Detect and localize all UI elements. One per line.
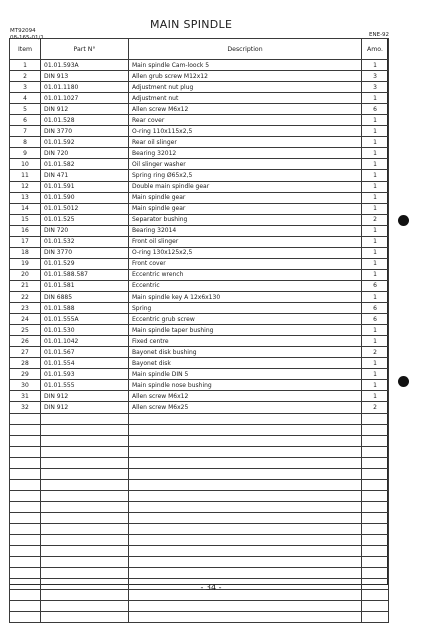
column-header-amount: Amo. bbox=[362, 39, 389, 60]
amount-cell: 3 bbox=[362, 71, 389, 82]
description-cell: Main spindle gear bbox=[129, 192, 362, 203]
description-cell: Spring ring Ø65x2,5 bbox=[129, 170, 362, 181]
empty-cell bbox=[10, 601, 41, 612]
empty-cell bbox=[362, 413, 389, 424]
description-cell: Oil slinger washer bbox=[129, 159, 362, 170]
empty-cell bbox=[10, 512, 41, 523]
amount-cell: 1 bbox=[362, 291, 389, 302]
empty-cell bbox=[129, 457, 362, 468]
amount-cell: 1 bbox=[362, 159, 389, 170]
description-cell: Allen screw M6x12 bbox=[129, 104, 362, 115]
item-cell: 27 bbox=[10, 347, 41, 358]
empty-cell bbox=[41, 479, 129, 490]
item-cell: 5 bbox=[10, 104, 41, 115]
item-cell: 8 bbox=[10, 137, 41, 148]
part-number-cell: DIN 720 bbox=[41, 148, 129, 159]
empty-table-row bbox=[10, 501, 389, 512]
item-cell: 11 bbox=[10, 170, 41, 181]
table-header-row bbox=[10, 39, 389, 60]
part-number-cell: DIN 471 bbox=[41, 170, 129, 181]
table-row bbox=[10, 336, 389, 347]
item-cell: 31 bbox=[10, 391, 41, 402]
table-row bbox=[10, 369, 389, 380]
empty-cell bbox=[362, 501, 389, 512]
item-cell: 9 bbox=[10, 148, 41, 159]
empty-cell bbox=[362, 424, 389, 435]
amount-cell: 1 bbox=[362, 115, 389, 126]
table-row bbox=[10, 314, 389, 325]
table-row bbox=[10, 181, 389, 192]
item-cell: 22 bbox=[10, 291, 41, 302]
item-cell: 16 bbox=[10, 225, 41, 236]
empty-cell bbox=[362, 612, 389, 623]
empty-cell bbox=[362, 523, 389, 534]
empty-table-row bbox=[10, 535, 389, 546]
amount-cell: 1 bbox=[362, 148, 389, 159]
amount-cell: 1 bbox=[362, 247, 389, 258]
part-number-cell: 01.01.532 bbox=[41, 236, 129, 247]
amount-cell: 6 bbox=[362, 314, 389, 325]
description-cell: Bayonet disk bbox=[129, 358, 362, 369]
empty-cell bbox=[41, 457, 129, 468]
empty-cell bbox=[10, 457, 41, 468]
table-row bbox=[10, 280, 389, 291]
empty-table-row bbox=[10, 468, 389, 479]
part-number-cell: 01.01.530 bbox=[41, 325, 129, 336]
part-number-cell: 01.01.525 bbox=[41, 214, 129, 225]
item-cell: 7 bbox=[10, 126, 41, 137]
amount-cell: 6 bbox=[362, 104, 389, 115]
part-number-cell: 01.01.590 bbox=[41, 192, 129, 203]
description-cell: Fixed centre bbox=[129, 336, 362, 347]
table-row bbox=[10, 148, 389, 159]
amount-cell: 1 bbox=[362, 126, 389, 137]
amount-cell: 2 bbox=[362, 214, 389, 225]
description-cell: Main spindle Cam-loock 5 bbox=[129, 60, 362, 71]
amount-cell: 1 bbox=[362, 170, 389, 181]
empty-cell bbox=[10, 468, 41, 479]
empty-cell bbox=[10, 501, 41, 512]
empty-cell bbox=[362, 546, 389, 557]
item-cell: 18 bbox=[10, 247, 41, 258]
amount-cell: 1 bbox=[362, 336, 389, 347]
description-cell: Bearing 32012 bbox=[129, 148, 362, 159]
item-cell: 32 bbox=[10, 402, 41, 413]
empty-cell bbox=[10, 523, 41, 534]
empty-cell bbox=[10, 557, 41, 568]
empty-cell bbox=[362, 535, 389, 546]
amount-cell: 1 bbox=[362, 380, 389, 391]
item-cell: 20 bbox=[10, 269, 41, 280]
table-row bbox=[10, 291, 389, 302]
empty-cell bbox=[129, 435, 362, 446]
part-number-cell: 01.01.528 bbox=[41, 115, 129, 126]
empty-cell bbox=[129, 568, 362, 579]
empty-cell bbox=[362, 601, 389, 612]
empty-cell bbox=[129, 557, 362, 568]
empty-cell bbox=[129, 523, 362, 534]
part-number-cell: 01.01.567 bbox=[41, 347, 129, 358]
empty-table-row bbox=[10, 479, 389, 490]
empty-table-row bbox=[10, 523, 389, 534]
item-cell: 15 bbox=[10, 214, 41, 225]
part-number-cell: 01.01.555 bbox=[41, 380, 129, 391]
item-cell: 19 bbox=[10, 258, 41, 269]
description-cell: Allen screw M6x25 bbox=[129, 402, 362, 413]
table-row bbox=[10, 269, 389, 280]
part-number-cell: DIN 913 bbox=[41, 71, 129, 82]
table-row bbox=[10, 60, 389, 71]
parts-table-body bbox=[10, 60, 389, 623]
punch-hole-mark bbox=[398, 376, 409, 387]
empty-table-row bbox=[10, 413, 389, 424]
part-number-cell: 01.01.591 bbox=[41, 181, 129, 192]
empty-cell bbox=[362, 512, 389, 523]
amount-cell: 1 bbox=[362, 93, 389, 104]
part-number-cell: DIN 6885 bbox=[41, 291, 129, 302]
empty-cell bbox=[41, 523, 129, 534]
item-cell: 2 bbox=[10, 71, 41, 82]
table-row bbox=[10, 402, 389, 413]
page-number: - 34 - bbox=[200, 583, 222, 592]
part-number-cell: 01.01.588.587 bbox=[41, 269, 129, 280]
empty-cell bbox=[362, 557, 389, 568]
punch-hole-mark bbox=[398, 215, 409, 226]
empty-cell bbox=[362, 435, 389, 446]
empty-cell bbox=[129, 413, 362, 424]
description-cell: Main spindle key A 12x6x130 bbox=[129, 291, 362, 302]
part-number-cell: DIN 3770 bbox=[41, 126, 129, 137]
item-cell: 23 bbox=[10, 303, 41, 314]
description-cell: Adjustment nut plug bbox=[129, 82, 362, 93]
empty-cell bbox=[10, 446, 41, 457]
amount-cell: 6 bbox=[362, 280, 389, 291]
table-row bbox=[10, 104, 389, 115]
empty-cell bbox=[41, 557, 129, 568]
empty-cell bbox=[41, 501, 129, 512]
item-cell: 4 bbox=[10, 93, 41, 104]
empty-cell bbox=[129, 424, 362, 435]
empty-cell bbox=[362, 468, 389, 479]
table-row bbox=[10, 203, 389, 214]
description-cell: Main spindle taper bushing bbox=[129, 325, 362, 336]
amount-cell: 6 bbox=[362, 303, 389, 314]
page-title: MAIN SPINDLE bbox=[150, 18, 233, 31]
table-row bbox=[10, 236, 389, 247]
empty-cell bbox=[41, 424, 129, 435]
amount-cell: 3 bbox=[362, 82, 389, 93]
amount-cell: 1 bbox=[362, 137, 389, 148]
part-number-cell: 01.01.554 bbox=[41, 358, 129, 369]
empty-cell bbox=[41, 568, 129, 579]
empty-table-row bbox=[10, 457, 389, 468]
table-row bbox=[10, 347, 389, 358]
part-number-cell: DIN 912 bbox=[41, 402, 129, 413]
empty-cell bbox=[10, 435, 41, 446]
table-row bbox=[10, 358, 389, 369]
amount-cell: 1 bbox=[362, 192, 389, 203]
amount-cell: 1 bbox=[362, 325, 389, 336]
part-number-cell: 01.01.582 bbox=[41, 159, 129, 170]
empty-cell bbox=[10, 612, 41, 623]
empty-cell bbox=[129, 546, 362, 557]
parts-table bbox=[9, 38, 389, 623]
empty-table-row bbox=[10, 490, 389, 501]
item-cell: 28 bbox=[10, 358, 41, 369]
table-row bbox=[10, 391, 389, 402]
empty-cell bbox=[10, 490, 41, 501]
description-cell: Eccentric grub screw bbox=[129, 314, 362, 325]
item-cell: 6 bbox=[10, 115, 41, 126]
description-cell: Rear cover bbox=[129, 115, 362, 126]
empty-table-row bbox=[10, 601, 389, 612]
empty-cell bbox=[41, 413, 129, 424]
description-cell: Main spindle gear bbox=[129, 203, 362, 214]
amount-cell: 1 bbox=[362, 236, 389, 247]
column-header-description: Description bbox=[129, 39, 362, 60]
empty-cell bbox=[41, 535, 129, 546]
empty-table-row bbox=[10, 446, 389, 457]
empty-cell bbox=[129, 535, 362, 546]
table-row bbox=[10, 71, 389, 82]
empty-cell bbox=[10, 568, 41, 579]
item-cell: 3 bbox=[10, 82, 41, 93]
document-code: MT92094 bbox=[10, 28, 36, 34]
description-cell: Main spindle nose bushing bbox=[129, 380, 362, 391]
part-number-cell: 01.01.581 bbox=[41, 280, 129, 291]
description-cell: Bearing 32014 bbox=[129, 225, 362, 236]
item-cell: 29 bbox=[10, 369, 41, 380]
empty-cell bbox=[10, 424, 41, 435]
item-cell: 21 bbox=[10, 280, 41, 291]
description-cell: Front cover bbox=[129, 258, 362, 269]
empty-table-row bbox=[10, 435, 389, 446]
table-row bbox=[10, 192, 389, 203]
amount-cell: 1 bbox=[362, 358, 389, 369]
table-row bbox=[10, 225, 389, 236]
amount-cell: 2 bbox=[362, 402, 389, 413]
part-number-cell: 01.01.593 bbox=[41, 369, 129, 380]
part-number-cell: DIN 3770 bbox=[41, 247, 129, 258]
description-cell: Spring bbox=[129, 303, 362, 314]
empty-cell bbox=[41, 435, 129, 446]
empty-cell bbox=[41, 546, 129, 557]
description-cell: Eccentric bbox=[129, 280, 362, 291]
item-cell: 25 bbox=[10, 325, 41, 336]
part-number-cell: DIN 912 bbox=[41, 391, 129, 402]
empty-cell bbox=[10, 479, 41, 490]
document-reference: 08-165-01/1 bbox=[10, 35, 44, 41]
table-row bbox=[10, 380, 389, 391]
table-row bbox=[10, 159, 389, 170]
amount-cell: 1 bbox=[362, 181, 389, 192]
empty-cell bbox=[41, 490, 129, 501]
empty-table-row bbox=[10, 546, 389, 557]
part-number-cell: 01.01.1027 bbox=[41, 93, 129, 104]
amount-cell: 1 bbox=[362, 60, 389, 71]
empty-cell bbox=[129, 512, 362, 523]
amount-cell: 1 bbox=[362, 391, 389, 402]
part-number-cell: 01.01.529 bbox=[41, 258, 129, 269]
part-number-cell: DIN 912 bbox=[41, 104, 129, 115]
part-number-cell: DIN 720 bbox=[41, 225, 129, 236]
document-date: ENE-92 bbox=[369, 32, 390, 38]
item-cell: 24 bbox=[10, 314, 41, 325]
empty-cell bbox=[41, 512, 129, 523]
description-cell: Bayonet disk bushing bbox=[129, 347, 362, 358]
amount-cell: 1 bbox=[362, 369, 389, 380]
description-cell: Adjustment nut bbox=[129, 93, 362, 104]
empty-table-row bbox=[10, 557, 389, 568]
empty-cell bbox=[362, 446, 389, 457]
empty-cell bbox=[10, 413, 41, 424]
part-number-cell: 01.01.588 bbox=[41, 303, 129, 314]
description-cell: Front oil slinger bbox=[129, 236, 362, 247]
empty-cell bbox=[41, 468, 129, 479]
empty-cell bbox=[129, 490, 362, 501]
table-row bbox=[10, 214, 389, 225]
table-row bbox=[10, 303, 389, 314]
description-cell: Double main spindle gear bbox=[129, 181, 362, 192]
empty-table-row bbox=[10, 568, 389, 579]
part-number-cell: 01.01.593A bbox=[41, 60, 129, 71]
table-row bbox=[10, 115, 389, 126]
table-row bbox=[10, 93, 389, 104]
empty-cell bbox=[362, 479, 389, 490]
description-cell: Allen screw M6x12 bbox=[129, 391, 362, 402]
description-cell: O-ring 130x125x2,5 bbox=[129, 247, 362, 258]
amount-cell: 1 bbox=[362, 269, 389, 280]
empty-cell bbox=[10, 546, 41, 557]
item-cell: 13 bbox=[10, 192, 41, 203]
table-row bbox=[10, 325, 389, 336]
column-header-item: Item bbox=[10, 39, 41, 60]
table-row bbox=[10, 126, 389, 137]
item-cell: 30 bbox=[10, 380, 41, 391]
empty-cell bbox=[41, 612, 129, 623]
item-cell: 1 bbox=[10, 60, 41, 71]
amount-cell: 1 bbox=[362, 258, 389, 269]
amount-cell: 1 bbox=[362, 225, 389, 236]
column-header-part-number: Part N° bbox=[41, 39, 129, 60]
description-cell: Separator bushing bbox=[129, 214, 362, 225]
empty-cell bbox=[362, 568, 389, 579]
empty-cell bbox=[129, 501, 362, 512]
item-cell: 26 bbox=[10, 336, 41, 347]
amount-cell: 1 bbox=[362, 203, 389, 214]
empty-table-row bbox=[10, 424, 389, 435]
part-number-cell: 01.01.5012 bbox=[41, 203, 129, 214]
item-cell: 14 bbox=[10, 203, 41, 214]
part-number-cell: 01.01.555A bbox=[41, 314, 129, 325]
item-cell: 10 bbox=[10, 159, 41, 170]
part-number-cell: 01.01.1180 bbox=[41, 82, 129, 93]
description-cell: Allen grub screw M12x12 bbox=[129, 71, 362, 82]
description-cell: Rear oil slinger bbox=[129, 137, 362, 148]
item-cell: 17 bbox=[10, 236, 41, 247]
empty-cell bbox=[10, 535, 41, 546]
table-row bbox=[10, 247, 389, 258]
empty-cell bbox=[41, 446, 129, 457]
table-row bbox=[10, 258, 389, 269]
part-number-cell: 01.01.592 bbox=[41, 137, 129, 148]
amount-cell: 2 bbox=[362, 347, 389, 358]
empty-table-row bbox=[10, 612, 389, 623]
description-cell: Main spindle DIN 5 bbox=[129, 369, 362, 380]
empty-cell bbox=[41, 601, 129, 612]
empty-cell bbox=[129, 468, 362, 479]
empty-cell bbox=[129, 601, 362, 612]
empty-cell bbox=[362, 490, 389, 501]
empty-cell bbox=[129, 479, 362, 490]
empty-cell bbox=[129, 612, 362, 623]
empty-table-row bbox=[10, 512, 389, 523]
empty-cell bbox=[362, 457, 389, 468]
table-row bbox=[10, 82, 389, 93]
empty-cell bbox=[129, 446, 362, 457]
description-cell: O-ring 110x115x2,5 bbox=[129, 126, 362, 137]
table-row bbox=[10, 137, 389, 148]
part-number-cell: 01.01.1042 bbox=[41, 336, 129, 347]
description-cell: Eccentric wrench bbox=[129, 269, 362, 280]
item-cell: 12 bbox=[10, 181, 41, 192]
table-row bbox=[10, 170, 389, 181]
